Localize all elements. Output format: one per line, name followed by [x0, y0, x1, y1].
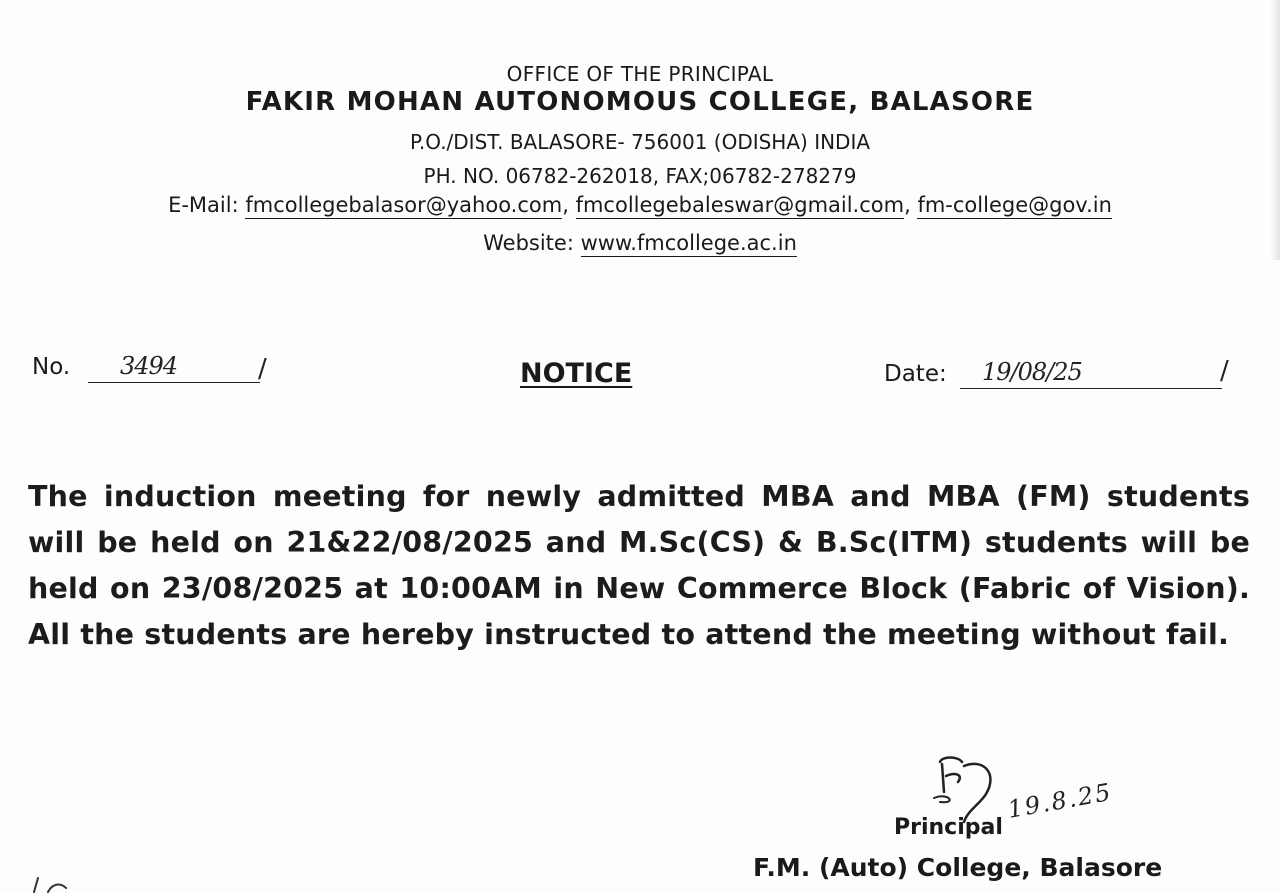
email-link-gov[interactable]: fm-college@gov.in — [917, 193, 1112, 217]
principal-title: Principal — [894, 815, 1003, 840]
college-phone: PH. NO. 06782-262018, FAX;06782-278279 — [423, 164, 857, 188]
notice-number-value: 3494 — [120, 352, 178, 380]
website-line — [0, 231, 1280, 255]
date-underline — [960, 388, 1222, 389]
college-address: P.O./DIST. BALASORE- 756001 (ODISHA) INDIA — [409, 130, 871, 154]
office-heading: OFFICE OF THE PRINCIPAL — [506, 62, 774, 86]
email-link-gmail[interactable]: fmcollegebaleswar@gmail.com — [575, 193, 905, 217]
corner-ink-mark — [30, 872, 80, 893]
email-link-yahoo[interactable]: fmcollegebalasor@yahoo.com — [245, 193, 563, 217]
college-name: FAKIR MOHAN AUTONOMOUS COLLEGE, BALASORE — [245, 87, 1035, 117]
date-label: Date: — [884, 361, 947, 387]
email-line: E-Mail: fmcollegebalasor@yahoo.com, fmcollegebaleswar@gmail.com, fm-college@gov.in — [168, 193, 1112, 217]
notice-number-underline — [88, 382, 260, 383]
date-slash: / — [1220, 356, 1229, 386]
website-label: Website: — [483, 231, 574, 255]
notice-number-label: No. — [32, 354, 71, 380]
signature-date: 19.8.25 — [1005, 777, 1115, 824]
date-value: 19/08/25 — [982, 358, 1082, 386]
notice-title: NOTICE — [520, 358, 633, 389]
number-slash: / — [258, 354, 267, 384]
website-link[interactable]: www.fmcollege.ac.in — [580, 231, 797, 255]
notice-body: The induction meeting for newly admitted MBA and MBA (FM) students will be held on 21&22/08/2025 and M.Sc(CS) & B.Sc(ITM) students will be held on 23/08/2025 at 10:00AM in New Commerce Block (Fabric of Vision). All the students are hereby instructed to attend the meeting without fail. — [28, 480, 1250, 651]
signatory-institution: F.M. (Auto) College, Balasore — [753, 853, 1163, 882]
email-label: E-Mail: — [168, 193, 239, 217]
